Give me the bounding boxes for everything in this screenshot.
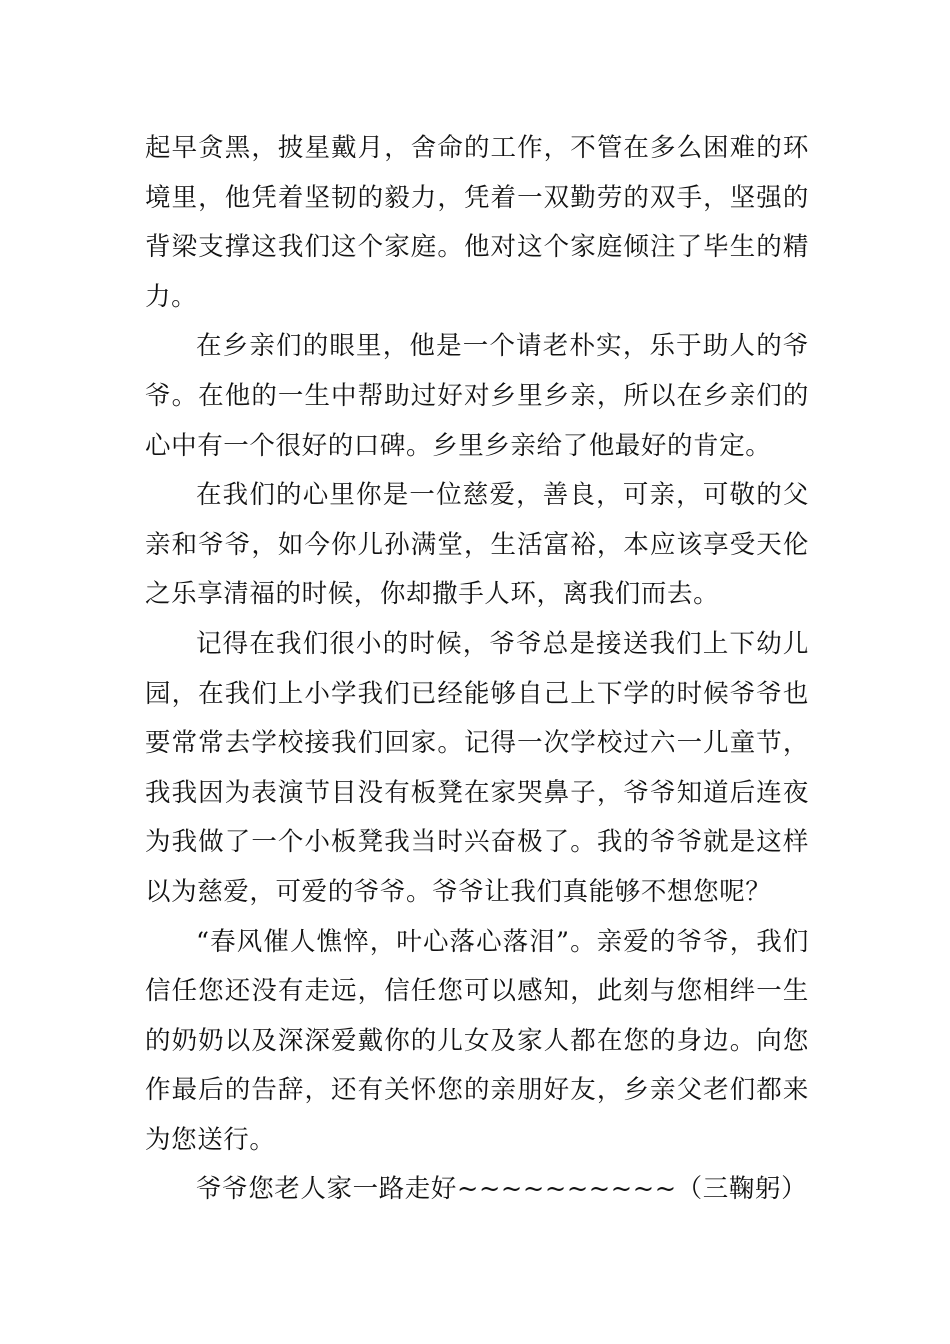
paragraph-6: 爷爷您老人家一路走好~~~~~~~~~~（三鞠躬） [196, 1174, 808, 1205]
paragraph-5: “春风催人憔悴，叶心落心落泪”。亲爱的爷爷，我们信任您还没有走远，信任您可以感知，此刻与您相绊一生的奶奶以及深深爱戴你的儿女及家人都在您的身边。向您作最后的告辞，还有关怀您的亲朋好友，乡亲父老们都来为您送行。 [145, 926, 809, 1155]
paragraph-2: 在乡亲们的眼里，他是一个请老朴实，乐于助人的爷爷。在他的一生中帮助过好对乡里乡亲，所以在乡亲们的心中有一个很好的口碑。乡里乡亲给了他最好的肯定。 [145, 331, 809, 461]
paragraph-3: 在我们的心里你是一位慈爱，善良，可亲，可敬的父亲和爷爷，如今你儿孙满堂，生活富裕，本应该享受天伦之乐享清福的时候，你却撒手人环，离我们而去。 [145, 480, 809, 610]
body-text [145, 124, 809, 1215]
paragraph-1: 起早贪黑，披星戴月，舍命的工作，不管在多么困难的环境里，他凭着坚韧的毅力，凭着一双勤劳的双手，坚强的背梁支撑这我们这个家庭。他对这个家庭倾注了毕生的精力。 [145, 133, 809, 312]
paragraph-4: 记得在我们很小的时候，爷爷总是接送我们上下幼儿园，在我们上小学我们已经能够自己上下学的时候爷爷也要常常去学校接我们回家。记得一次学校过六一儿童节，我我因为表演节目没有板凳在家哭鼻子，爷爷知道后连夜为我做了一个小板凳我当时兴奋极了。我的爷爷就是这样以为慈爱，可爱的爷爷。爷爷让我们真能够不想您呢？ [145, 628, 809, 907]
